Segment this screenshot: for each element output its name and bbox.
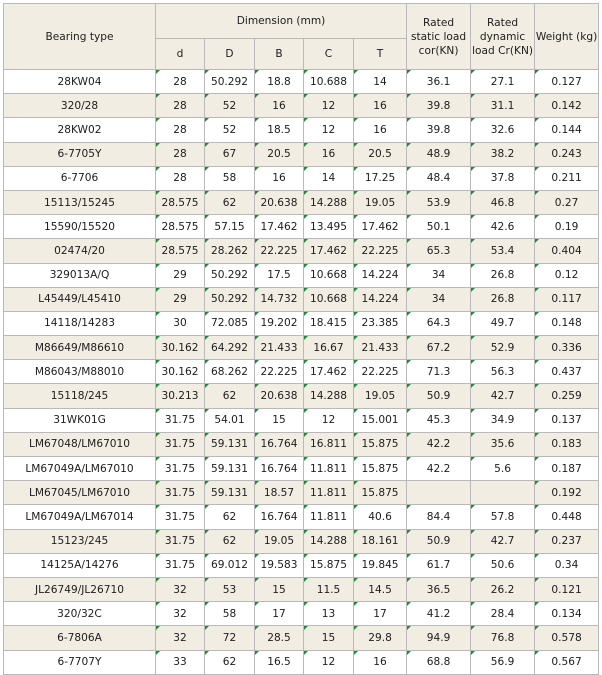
cell-static-load: 53.9 xyxy=(407,190,471,214)
cell-B: 18.5 xyxy=(255,118,304,142)
cell-weight: 0.134 xyxy=(535,602,599,626)
cell-B: 17 xyxy=(255,602,304,626)
cell-D: 52 xyxy=(205,94,255,118)
cell-T: 18.161 xyxy=(354,529,407,553)
cell-d: 28 xyxy=(156,142,205,166)
cell-C: 15 xyxy=(304,626,354,650)
cell-T: 19.05 xyxy=(354,384,407,408)
cell-weight: 0.183 xyxy=(535,432,599,456)
cell-B: 16.764 xyxy=(255,432,304,456)
cell-weight: 0.12 xyxy=(535,263,599,287)
table-row xyxy=(4,142,599,166)
cell-B: 28.5 xyxy=(255,626,304,650)
cell-C: 15.875 xyxy=(304,553,354,577)
cell-weight: 0.567 xyxy=(535,650,599,674)
cell-bearing-type: 6-7705Y xyxy=(4,142,156,166)
cell-B: 18.57 xyxy=(255,481,304,505)
table-row xyxy=(4,336,599,360)
cell-T: 17 xyxy=(354,602,407,626)
cell-T: 16 xyxy=(354,118,407,142)
cell-dynamic-load: 50.6 xyxy=(471,553,535,577)
cell-dynamic-load: 5.6 xyxy=(471,457,535,481)
cell-dynamic-load: 52.9 xyxy=(471,336,535,360)
cell-weight: 0.127 xyxy=(535,70,599,94)
cell-C: 17.462 xyxy=(304,360,354,384)
cell-bearing-type: 28KW04 xyxy=(4,70,156,94)
cell-D: 59.131 xyxy=(205,457,255,481)
cell-B: 18.8 xyxy=(255,70,304,94)
cell-weight: 0.211 xyxy=(535,166,599,190)
cell-static-load: 65.3 xyxy=(407,239,471,263)
cell-d: 31.75 xyxy=(156,553,205,577)
cell-T: 16 xyxy=(354,650,407,674)
cell-B: 19.583 xyxy=(255,553,304,577)
cell-weight: 0.142 xyxy=(535,94,599,118)
cell-D: 67 xyxy=(205,142,255,166)
cell-B: 15 xyxy=(255,408,304,432)
cell-static-load xyxy=(407,481,471,505)
cell-dynamic-load: 38.2 xyxy=(471,142,535,166)
cell-d: 32 xyxy=(156,602,205,626)
cell-bearing-type: 320/28 xyxy=(4,94,156,118)
cell-D: 62 xyxy=(205,190,255,214)
cell-T: 15.875 xyxy=(354,457,407,481)
cell-d: 29 xyxy=(156,287,205,311)
cell-bearing-type: 15590/15520 xyxy=(4,215,156,239)
cell-static-load: 48.9 xyxy=(407,142,471,166)
cell-bearing-type: 28KW02 xyxy=(4,118,156,142)
cell-C: 10.688 xyxy=(304,70,354,94)
cell-dynamic-load: 53.4 xyxy=(471,239,535,263)
cell-T: 14.5 xyxy=(354,577,407,601)
cell-T: 14 xyxy=(354,70,407,94)
cell-C: 13 xyxy=(304,602,354,626)
table-row xyxy=(4,118,599,142)
cell-dynamic-load: 27.1 xyxy=(471,70,535,94)
cell-dynamic-load: 26.8 xyxy=(471,263,535,287)
cell-static-load: 50.1 xyxy=(407,215,471,239)
cell-D: 62 xyxy=(205,529,255,553)
cell-C: 11.811 xyxy=(304,481,354,505)
cell-D: 72 xyxy=(205,626,255,650)
cell-static-load: 50.9 xyxy=(407,529,471,553)
cell-d: 28.575 xyxy=(156,215,205,239)
cell-bearing-type: 6-7806A xyxy=(4,626,156,650)
cell-weight: 0.336 xyxy=(535,336,599,360)
cell-static-load: 42.2 xyxy=(407,432,471,456)
cell-C: 10.668 xyxy=(304,263,354,287)
cell-weight: 0.578 xyxy=(535,626,599,650)
cell-dynamic-load: 49.7 xyxy=(471,311,535,335)
cell-D: 50.292 xyxy=(205,70,255,94)
cell-D: 50.292 xyxy=(205,263,255,287)
header-bearing-type: Bearing type xyxy=(4,4,156,70)
cell-T: 14.224 xyxy=(354,287,407,311)
table-row xyxy=(4,529,599,553)
cell-d: 28 xyxy=(156,118,205,142)
cell-C: 12 xyxy=(304,94,354,118)
cell-bearing-type: M86649/M86610 xyxy=(4,336,156,360)
cell-B: 17.5 xyxy=(255,263,304,287)
cell-B: 16.764 xyxy=(255,457,304,481)
cell-static-load: 39.8 xyxy=(407,118,471,142)
header-d: d xyxy=(156,39,205,70)
cell-bearing-type: LM67049A/LM67010 xyxy=(4,457,156,481)
cell-static-load: 42.2 xyxy=(407,457,471,481)
cell-static-load: 67.2 xyxy=(407,336,471,360)
cell-d: 28 xyxy=(156,70,205,94)
cell-weight: 0.137 xyxy=(535,408,599,432)
cell-C: 17.462 xyxy=(304,239,354,263)
cell-weight: 0.144 xyxy=(535,118,599,142)
table-body xyxy=(4,70,599,675)
table-row xyxy=(4,408,599,432)
cell-D: 28.262 xyxy=(205,239,255,263)
cell-T: 20.5 xyxy=(354,142,407,166)
cell-D: 59.131 xyxy=(205,432,255,456)
table-row xyxy=(4,190,599,214)
cell-dynamic-load: 34.9 xyxy=(471,408,535,432)
cell-D: 59.131 xyxy=(205,481,255,505)
cell-T: 16 xyxy=(354,94,407,118)
cell-bearing-type: 320/32C xyxy=(4,602,156,626)
cell-C: 14 xyxy=(304,166,354,190)
cell-D: 62 xyxy=(205,650,255,674)
cell-d: 32 xyxy=(156,626,205,650)
cell-B: 20.638 xyxy=(255,384,304,408)
cell-weight: 0.259 xyxy=(535,384,599,408)
cell-T: 17.25 xyxy=(354,166,407,190)
cell-bearing-type: M86043/M88010 xyxy=(4,360,156,384)
cell-D: 57.15 xyxy=(205,215,255,239)
cell-T: 22.225 xyxy=(354,239,407,263)
cell-weight: 0.19 xyxy=(535,215,599,239)
cell-C: 11.811 xyxy=(304,457,354,481)
cell-dynamic-load: 42.7 xyxy=(471,529,535,553)
cell-d: 31.75 xyxy=(156,408,205,432)
table-row xyxy=(4,263,599,287)
cell-B: 16.764 xyxy=(255,505,304,529)
cell-dynamic-load: 37.8 xyxy=(471,166,535,190)
cell-dynamic-load: 35.6 xyxy=(471,432,535,456)
cell-dynamic-load: 42.7 xyxy=(471,384,535,408)
cell-T: 23.385 xyxy=(354,311,407,335)
header-rated-dynamic: Rated dynamic load Cr(KN) xyxy=(471,4,535,70)
header-dimension: Dimension (mm) xyxy=(156,4,407,39)
table-row xyxy=(4,94,599,118)
header-B: B xyxy=(255,39,304,70)
cell-C: 11.5 xyxy=(304,577,354,601)
cell-C: 12 xyxy=(304,118,354,142)
cell-weight: 0.121 xyxy=(535,577,599,601)
cell-D: 68.262 xyxy=(205,360,255,384)
bearing-specs-table xyxy=(3,3,599,675)
cell-d: 30.162 xyxy=(156,360,205,384)
cell-C: 11.811 xyxy=(304,505,354,529)
cell-T: 17.462 xyxy=(354,215,407,239)
cell-D: 62 xyxy=(205,384,255,408)
cell-d: 33 xyxy=(156,650,205,674)
cell-dynamic-load: 56.3 xyxy=(471,360,535,384)
cell-bearing-type: 14125A/14276 xyxy=(4,553,156,577)
cell-d: 28 xyxy=(156,166,205,190)
cell-weight: 0.187 xyxy=(535,457,599,481)
cell-bearing-type: L45449/L45410 xyxy=(4,287,156,311)
table-row xyxy=(4,166,599,190)
cell-bearing-type: 15113/15245 xyxy=(4,190,156,214)
cell-d: 28.575 xyxy=(156,239,205,263)
cell-d: 30.213 xyxy=(156,384,205,408)
cell-static-load: 34 xyxy=(407,263,471,287)
cell-C: 13.495 xyxy=(304,215,354,239)
cell-d: 28.575 xyxy=(156,190,205,214)
cell-T: 14.224 xyxy=(354,263,407,287)
table-row xyxy=(4,215,599,239)
cell-dynamic-load xyxy=(471,481,535,505)
cell-C: 16.67 xyxy=(304,336,354,360)
cell-T: 15.001 xyxy=(354,408,407,432)
cell-D: 53 xyxy=(205,577,255,601)
cell-weight: 0.437 xyxy=(535,360,599,384)
cell-static-load: 34 xyxy=(407,287,471,311)
cell-bearing-type: 31WK01G xyxy=(4,408,156,432)
cell-D: 69.012 xyxy=(205,553,255,577)
cell-T: 29.8 xyxy=(354,626,407,650)
cell-d: 29 xyxy=(156,263,205,287)
cell-dynamic-load: 26.2 xyxy=(471,577,535,601)
header-T: T xyxy=(354,39,407,70)
cell-D: 50.292 xyxy=(205,287,255,311)
cell-d: 31.75 xyxy=(156,432,205,456)
cell-static-load: 94.9 xyxy=(407,626,471,650)
table-row xyxy=(4,239,599,263)
cell-d: 32 xyxy=(156,577,205,601)
table-row xyxy=(4,505,599,529)
cell-weight: 0.192 xyxy=(535,481,599,505)
cell-T: 19.05 xyxy=(354,190,407,214)
cell-static-load: 36.1 xyxy=(407,70,471,94)
table-row xyxy=(4,650,599,674)
cell-B: 14.732 xyxy=(255,287,304,311)
cell-D: 58 xyxy=(205,166,255,190)
table-row xyxy=(4,70,599,94)
cell-dynamic-load: 28.4 xyxy=(471,602,535,626)
cell-dynamic-load: 57.8 xyxy=(471,505,535,529)
cell-C: 14.288 xyxy=(304,190,354,214)
cell-static-load: 71.3 xyxy=(407,360,471,384)
table-row xyxy=(4,360,599,384)
cell-bearing-type: LM67048/LM67010 xyxy=(4,432,156,456)
cell-dynamic-load: 42.6 xyxy=(471,215,535,239)
cell-T: 21.433 xyxy=(354,336,407,360)
table-row xyxy=(4,384,599,408)
cell-D: 58 xyxy=(205,602,255,626)
cell-T: 40.6 xyxy=(354,505,407,529)
cell-d: 31.75 xyxy=(156,481,205,505)
cell-bearing-type: LM67045/LM67010 xyxy=(4,481,156,505)
cell-weight: 0.117 xyxy=(535,287,599,311)
header-row-1 xyxy=(4,4,599,39)
cell-static-load: 39.8 xyxy=(407,94,471,118)
cell-bearing-type: 02474/20 xyxy=(4,239,156,263)
cell-C: 14.288 xyxy=(304,529,354,553)
cell-bearing-type: 15118/245 xyxy=(4,384,156,408)
cell-B: 20.5 xyxy=(255,142,304,166)
header-rated-static: Rated static load cor(KN) xyxy=(407,4,471,70)
cell-weight: 0.34 xyxy=(535,553,599,577)
cell-d: 28 xyxy=(156,94,205,118)
cell-bearing-type: LM67049A/LM67014 xyxy=(4,505,156,529)
cell-static-load: 68.8 xyxy=(407,650,471,674)
cell-weight: 0.404 xyxy=(535,239,599,263)
cell-d: 31.75 xyxy=(156,457,205,481)
cell-dynamic-load: 26.8 xyxy=(471,287,535,311)
cell-T: 15.875 xyxy=(354,481,407,505)
cell-bearing-type: 6-7706 xyxy=(4,166,156,190)
cell-static-load: 36.5 xyxy=(407,577,471,601)
cell-C: 16 xyxy=(304,142,354,166)
table-row xyxy=(4,457,599,481)
cell-bearing-type: 14118/14283 xyxy=(4,311,156,335)
cell-d: 31.75 xyxy=(156,529,205,553)
cell-B: 21.433 xyxy=(255,336,304,360)
cell-static-load: 45.3 xyxy=(407,408,471,432)
cell-dynamic-load: 56.9 xyxy=(471,650,535,674)
cell-static-load: 61.7 xyxy=(407,553,471,577)
cell-C: 12 xyxy=(304,650,354,674)
cell-dynamic-load: 46.8 xyxy=(471,190,535,214)
cell-bearing-type: 329013A/Q xyxy=(4,263,156,287)
cell-weight: 0.148 xyxy=(535,311,599,335)
cell-static-load: 64.3 xyxy=(407,311,471,335)
cell-d: 31.75 xyxy=(156,505,205,529)
cell-weight: 0.243 xyxy=(535,142,599,166)
cell-D: 54.01 xyxy=(205,408,255,432)
cell-weight: 0.448 xyxy=(535,505,599,529)
cell-C: 18.415 xyxy=(304,311,354,335)
cell-bearing-type: 15123/245 xyxy=(4,529,156,553)
cell-B: 16.5 xyxy=(255,650,304,674)
table-row xyxy=(4,481,599,505)
cell-D: 72.085 xyxy=(205,311,255,335)
cell-B: 19.05 xyxy=(255,529,304,553)
cell-static-load: 50.9 xyxy=(407,384,471,408)
cell-d: 30 xyxy=(156,311,205,335)
cell-bearing-type: JL26749/JL26710 xyxy=(4,577,156,601)
cell-static-load: 48.4 xyxy=(407,166,471,190)
cell-B: 20.638 xyxy=(255,190,304,214)
table-row xyxy=(4,577,599,601)
cell-static-load: 84.4 xyxy=(407,505,471,529)
cell-dynamic-load: 32.6 xyxy=(471,118,535,142)
header-D: D xyxy=(205,39,255,70)
cell-B: 17.462 xyxy=(255,215,304,239)
cell-C: 16.811 xyxy=(304,432,354,456)
cell-B: 16 xyxy=(255,166,304,190)
cell-C: 10.668 xyxy=(304,287,354,311)
table-row xyxy=(4,311,599,335)
cell-bearing-type: 6-7707Y xyxy=(4,650,156,674)
cell-B: 22.225 xyxy=(255,239,304,263)
table-row xyxy=(4,626,599,650)
cell-B: 19.202 xyxy=(255,311,304,335)
cell-B: 22.225 xyxy=(255,360,304,384)
table-row xyxy=(4,602,599,626)
header-weight: Weight (kg) xyxy=(535,4,599,70)
cell-C: 14.288 xyxy=(304,384,354,408)
table-row xyxy=(4,432,599,456)
cell-C: 12 xyxy=(304,408,354,432)
cell-T: 19.845 xyxy=(354,553,407,577)
cell-weight: 0.27 xyxy=(535,190,599,214)
cell-B: 15 xyxy=(255,577,304,601)
cell-dynamic-load: 76.8 xyxy=(471,626,535,650)
cell-D: 62 xyxy=(205,505,255,529)
cell-B: 16 xyxy=(255,94,304,118)
bearing-table-container xyxy=(3,3,598,675)
table-row xyxy=(4,553,599,577)
cell-static-load: 41.2 xyxy=(407,602,471,626)
cell-T: 15.875 xyxy=(354,432,407,456)
header-C: C xyxy=(304,39,354,70)
table-row xyxy=(4,287,599,311)
cell-T: 22.225 xyxy=(354,360,407,384)
cell-d: 30.162 xyxy=(156,336,205,360)
cell-dynamic-load: 31.1 xyxy=(471,94,535,118)
cell-weight: 0.237 xyxy=(535,529,599,553)
cell-D: 52 xyxy=(205,118,255,142)
cell-D: 64.292 xyxy=(205,336,255,360)
